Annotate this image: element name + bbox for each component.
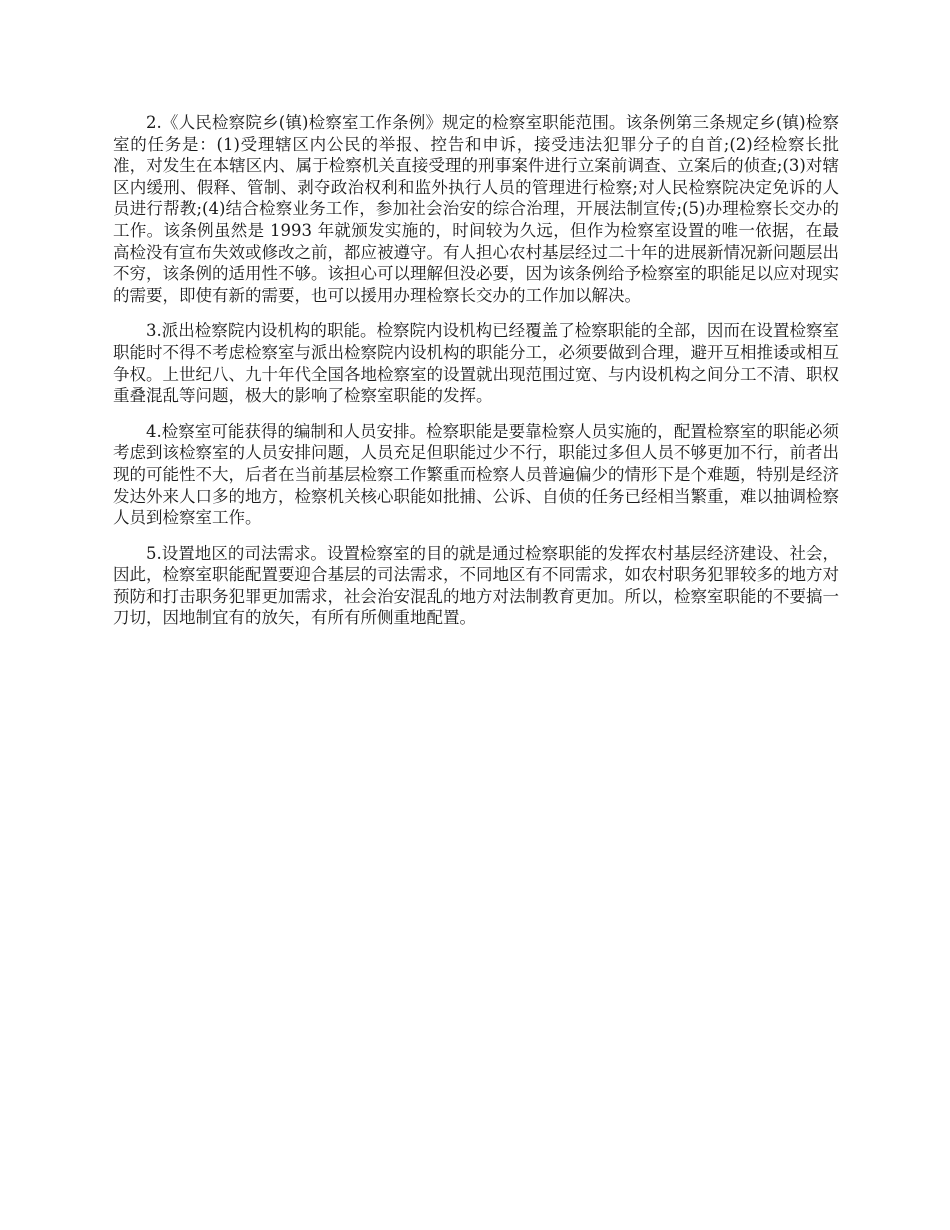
- paragraph-5-judicial-demand: 5.设置地区的司法需求。设置检察室的目的就是通过检察职能的发挥农村基层经济建设、社会，因此，检察室职能配置要迎合基层的司法需求，不同地区有不同需求，如农村职务犯罪较多的地方对预防和打击职务犯罪更加需求，社会治安混乱的地方对法制教育更加。所以，检察室职能的不要搞一刀切，因地制宜有的放矢，有所有所侧重地配置。: [113, 543, 839, 628]
- paragraph-2-township-regulation: 2.《人民检察院乡(镇)检察室工作条例》规定的检察室职能范围。该条例第三条规定乡(镇)检察室的任务是：(1)受理辖区内公民的举报、控告和申诉，接受违法犯罪分子的自首;(2)经检察长批准，对发生在本辖区内、属于检察机关直接受理的刑事案件进行立案前调查、立案后的侦查;(3)对辖区内缓刑、假释、管制、剥夺政治权利和监外执行人员的管理进行检察;对人民检察院决定免诉的人员进行帮教;(4)结合检察业务工作，参加社会治安的综合治理，开展法制宣传;(5)办理检察长交办的工作。该条例虽然是 1993 年就颁发实施的，时间较为久远，但作为检察室设置的唯一依据，在最高检没有宣布失效或修改之前，都应被遵守。有人担心农村基层经过二十年的进展新情况新问题层出不穷，该条例的适用性不够。该担心可以理解但没必要，因为该条例给予检察室的职能足以应对现实的需要，即使有新的需要，也可以援用办理检察长交办的工作加以解决。: [113, 113, 839, 305]
- document-body: [113, 112, 839, 643]
- paragraph-3-internal-departments: 3.派出检察院内设机构的职能。检察院内设机构已经覆盖了检察职能的全部，因而在设置检察室职能时不得不考虑检察室与派出检察院内设机构的职能分工，必须要做到合理，避开互相推诿或相互争权。上世纪八、九十年代全国各地检察室的设置就出现范围过宽、与内设机构之间分工不清、职权重叠混乱等问题，极大的影响了检察室职能的发挥。: [113, 321, 839, 406]
- paragraph-4-staffing: 4.检察室可能获得的编制和人员安排。检察职能是要靠检察人员实施的，配置检察室的职能必须考虑到该检察室的人员安排问题，人员充足但职能过少不行，职能过多但人员不够更加不行，前者出现的可能性不大，后者在当前基层检察工作繁重而检察人员普遍偏少的情形下是个难题，特别是经济发达外来人口多的地方，检察机关核心职能如批捕、公诉、自侦的任务已经相当繁重，难以抽调检察人员到检察室工作。: [113, 421, 839, 528]
